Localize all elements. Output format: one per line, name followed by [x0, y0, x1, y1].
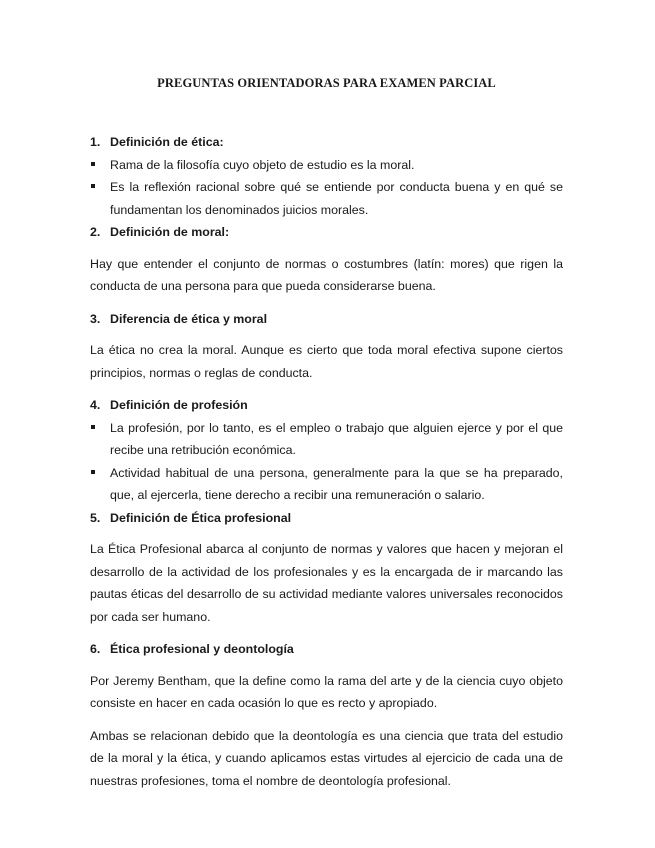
- section-heading: [90, 131, 563, 154]
- section-number: 2.: [90, 225, 101, 239]
- section-title: Definición de ética:: [110, 135, 224, 149]
- paragraph: Ambas se relacionan debido que la deontología es una ciencia que trata del estudio de la moral y la ética, y cuando aplicamos estas virtudes al ejercicio de cada una de nuestras profesiones, toma el nombre de deontología profesional.: [90, 728, 563, 788]
- bullet-list: [90, 417, 563, 507]
- bullet-item: Actividad habitual de una persona, generalmente para la que se ha preparado, que, al ejercerla, tiene derecho a recibir una remuneración o salario.: [90, 462, 563, 507]
- section-number: 4.: [90, 398, 101, 412]
- document-body: [90, 131, 563, 792]
- section-heading: [90, 394, 563, 417]
- section-number: 1.: [90, 135, 101, 149]
- section-title: Definición de profesión: [110, 398, 248, 412]
- bullet-item: Rama de la filosofía cuyo objeto de estudio es la moral.: [90, 154, 563, 177]
- section-title: Definición de Ética profesional: [110, 510, 292, 525]
- paragraph: Hay que entender el conjunto de normas o costumbres (latín: mores) que rigen la conducta de una persona para que pueda considerarse buena.: [90, 256, 563, 293]
- paragraph: La Ética Profesional abarca al conjunto de normas y valores que hacen y mejoran el desarrollo de la actividad de los profesionales y es la encargada de ir marcando las pautas éticas del desarrollo de su actividad mediante valores universales reconocidos por cada ser humano.: [90, 542, 563, 624]
- section-heading: [90, 638, 563, 661]
- paragraph: Por Jeremy Bentham, que la define como la rama del arte y de la ciencia cuyo objeto consiste en hacer en cada ocasión lo que es recto y apropiado.: [90, 673, 563, 710]
- section-title: Ética profesional y deontología: [110, 642, 294, 656]
- section-heading: [90, 308, 563, 331]
- document-title: PREGUNTAS ORIENTADORAS PARA EXAMEN PARCIAL: [157, 76, 496, 90]
- section-heading: [90, 507, 563, 530]
- paragraph: La ética no crea la moral. Aunque es cierto que toda moral efectiva supone ciertos principios, normas o reglas de conducta.: [90, 343, 563, 380]
- section-heading: [90, 221, 563, 244]
- bullet-item: La profesión, por lo tanto, es el empleo o trabajo que alguien ejerce y por el que recibe una retribución económica.: [90, 417, 563, 462]
- section-number: 3.: [90, 311, 101, 326]
- section-number: 6.: [90, 642, 101, 656]
- bullet-list: [90, 154, 563, 222]
- section-title: Diferencia de ética y moral: [110, 311, 268, 326]
- bullet-item: Es la reflexión racional sobre qué se entiende por conducta buena y en qué se fundamentan los denominados juicios morales.: [90, 176, 563, 221]
- section-number: 5.: [90, 510, 101, 525]
- section-title: Definición de moral:: [110, 225, 230, 239]
